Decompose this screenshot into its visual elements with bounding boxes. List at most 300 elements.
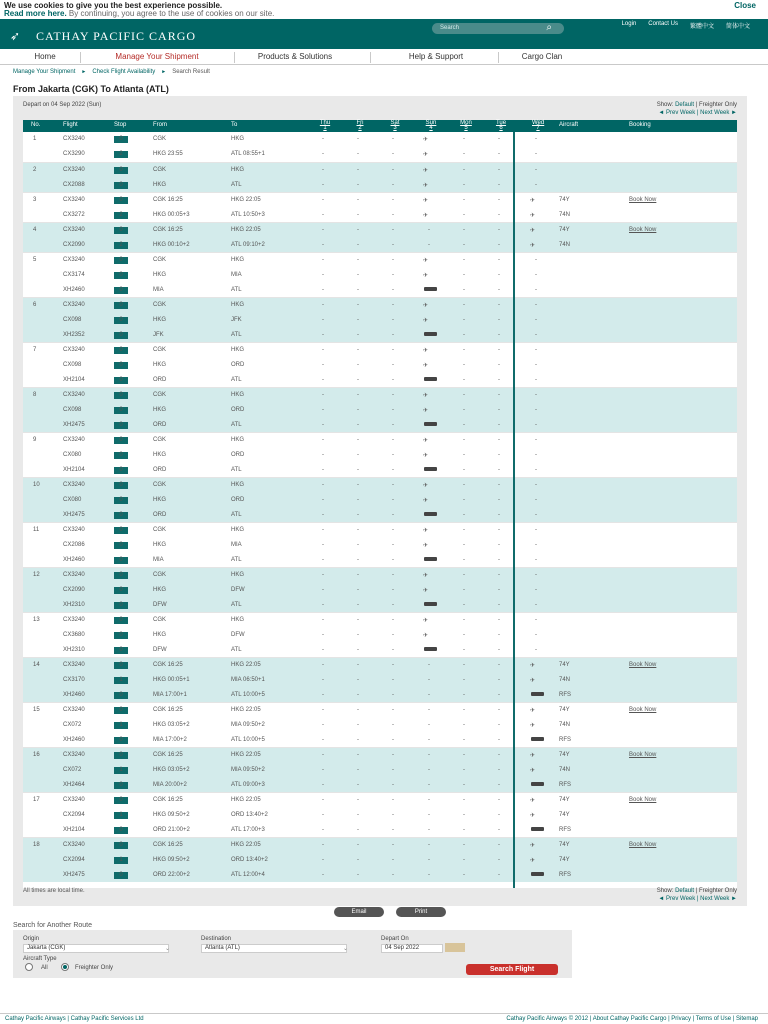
table-row xyxy=(23,448,737,463)
no-service-mark: - xyxy=(498,257,500,263)
nav-home[interactable]: Home xyxy=(34,52,56,61)
simplified-chinese-link[interactable]: 简体中文 xyxy=(725,24,750,30)
plane-icon: ✈ xyxy=(423,588,429,594)
book-now-link[interactable]: Book Now xyxy=(629,752,657,758)
no-service-mark: - xyxy=(498,692,500,698)
plane-icon: ✈ xyxy=(530,708,536,714)
calendar-icon[interactable] xyxy=(445,943,465,952)
no-service-mark: - xyxy=(392,242,394,248)
no-service-mark: - xyxy=(392,197,394,203)
no-service-mark: - xyxy=(392,377,394,383)
no-service-mark: - xyxy=(392,422,394,428)
no-service-mark: - xyxy=(322,872,324,878)
no-service-mark: - xyxy=(498,227,500,233)
search-icon[interactable]: ⌕ xyxy=(546,22,552,33)
origin-cell: CGK xyxy=(153,167,167,173)
origin-cell: CGK 16:25 xyxy=(153,197,183,203)
no-service-mark: - xyxy=(498,317,500,323)
aircraft-type: 74N xyxy=(559,767,571,773)
flight-number: CX3240 xyxy=(63,197,85,203)
origin-cell: HKG xyxy=(153,317,167,323)
breadcrumb-manage-shipment[interactable]: Manage Your Shipment xyxy=(13,69,76,75)
no-service-mark: - xyxy=(392,136,394,142)
no-service-mark: - xyxy=(357,827,359,833)
flight-number: CX2094 xyxy=(63,857,85,863)
flight-number: CX3680 xyxy=(63,632,85,638)
no-service-mark: - xyxy=(392,317,394,323)
no-service-mark: - xyxy=(322,647,324,653)
col-stop: Stop xyxy=(114,122,127,128)
stop-badge: 0 xyxy=(114,542,128,549)
no-service-mark: - xyxy=(322,377,324,383)
prev-week-link[interactable]: Prev Week xyxy=(666,896,696,902)
plane-icon: ✈ xyxy=(423,152,429,158)
route-group xyxy=(23,477,737,522)
breadcrumb-check-availability[interactable]: Check Flight Availability xyxy=(92,69,156,75)
show-default-link[interactable]: Default xyxy=(675,102,695,108)
route-number: 17 xyxy=(33,797,40,803)
flight-number: CX3240 xyxy=(63,752,85,758)
no-service-mark: - xyxy=(322,272,324,278)
no-service-mark: - xyxy=(357,572,359,578)
destination-cell: ATL 10:00+5 xyxy=(231,737,265,743)
no-service-mark: - xyxy=(535,136,537,142)
origin-cell: CGK xyxy=(153,482,167,488)
stop-badge: 0 xyxy=(114,512,128,519)
destination-cell: MIA 09:50+2 xyxy=(231,767,265,773)
no-service-mark: - xyxy=(392,587,394,593)
no-service-mark: - xyxy=(463,797,465,803)
no-service-mark: - xyxy=(357,151,359,157)
no-service-mark: - xyxy=(498,467,500,473)
search-input[interactable] xyxy=(432,23,564,34)
no-service-mark: - xyxy=(463,497,465,503)
no-service-mark: - xyxy=(357,647,359,653)
stop-badge: 0 xyxy=(114,317,128,324)
day-name: Thu xyxy=(319,120,331,126)
no-service-mark: - xyxy=(322,812,324,818)
no-service-mark: - xyxy=(322,692,324,698)
table-row xyxy=(23,718,737,733)
search-flight-button[interactable]: Search Flight xyxy=(466,964,558,975)
traditional-chinese-link[interactable]: 繁體中文 xyxy=(689,24,714,30)
table-row xyxy=(23,553,737,568)
breadcrumb-current: Search Result xyxy=(172,69,210,75)
table-row xyxy=(23,478,737,493)
table-row xyxy=(23,433,737,448)
table-row xyxy=(23,132,737,147)
truck-icon xyxy=(531,692,544,696)
origin-cell: CGK xyxy=(153,302,167,308)
stop-badge: 0 xyxy=(114,587,128,594)
route-group xyxy=(23,522,737,567)
flight-number: XH2104 xyxy=(63,467,85,473)
no-service-mark: - xyxy=(463,587,465,593)
stop-badge: 0 xyxy=(114,377,128,384)
no-service-mark: - xyxy=(463,437,465,443)
stop-badge: 1 xyxy=(114,857,128,864)
plane-icon: ✈ xyxy=(530,198,536,204)
day-name: Fri xyxy=(356,120,364,126)
no-service-mark: - xyxy=(535,497,537,503)
no-service-mark: - xyxy=(498,392,500,398)
no-service-mark: - xyxy=(498,662,500,668)
no-service-mark: - xyxy=(498,647,500,653)
flight-number: CX3290 xyxy=(63,151,85,157)
radio-all[interactable] xyxy=(25,963,33,971)
stop-badge: 0 xyxy=(114,482,128,489)
table-row xyxy=(23,147,737,162)
table-row xyxy=(23,178,737,193)
no-service-mark: - xyxy=(357,467,359,473)
truck-icon xyxy=(424,512,437,516)
no-service-mark: - xyxy=(322,227,324,233)
no-service-mark: - xyxy=(357,797,359,803)
origin-cell: HKG 03:05+2 xyxy=(153,722,190,728)
site-footer xyxy=(0,1013,768,1024)
route-group xyxy=(23,387,737,432)
no-service-mark: - xyxy=(463,242,465,248)
origin-cell: HKG xyxy=(153,587,167,593)
col-from: From xyxy=(153,122,167,128)
destination-field[interactable]: Atlanta (ATL) xyxy=(201,944,347,953)
header-links xyxy=(622,21,750,30)
cookie-sub xyxy=(4,9,274,18)
no-service-mark: - xyxy=(322,197,324,203)
destination-cell: ATL 10:00+5 xyxy=(231,692,265,698)
origin-cell: ORD 22:00+2 xyxy=(153,872,190,878)
route-group xyxy=(23,252,737,297)
no-service-mark: - xyxy=(463,542,465,548)
no-service-mark: - xyxy=(357,542,359,548)
origin-cell: HKG xyxy=(153,452,167,458)
no-service-mark: - xyxy=(392,752,394,758)
destination-cell: ORD xyxy=(231,362,245,368)
aircraft-type: 74Y xyxy=(559,842,570,848)
col-day-3[interactable] xyxy=(425,121,437,131)
plane-icon: ✈ xyxy=(423,348,429,354)
no-service-mark: - xyxy=(322,167,324,173)
destination-cell: ATL xyxy=(231,467,242,473)
flight-number: CX3174 xyxy=(63,272,85,278)
footer-right-links[interactable]: Cathay Pacific Airways © 2012 | About Cathay Pacific Cargo | Privacy | Terms of Use | Sitemap xyxy=(506,1016,758,1022)
no-service-mark: - xyxy=(498,197,500,203)
col-day-4[interactable] xyxy=(460,121,472,131)
col-day-0[interactable] xyxy=(319,121,331,131)
no-service-mark: - xyxy=(322,347,324,353)
contact-us-link[interactable]: Contact Us xyxy=(648,21,678,27)
destination-cell: JFK xyxy=(231,317,242,323)
stop-badge: 0 xyxy=(114,362,128,369)
no-service-mark: - xyxy=(428,857,430,863)
origin-cell: CGK xyxy=(153,527,167,533)
no-service-mark: - xyxy=(463,151,465,157)
flight-number: XH2460 xyxy=(63,557,85,563)
no-service-mark: - xyxy=(392,407,394,413)
plane-icon: ✈ xyxy=(423,573,429,579)
col-day-1[interactable] xyxy=(354,121,366,131)
no-service-mark: - xyxy=(322,437,324,443)
plane-icon: ✈ xyxy=(423,498,429,504)
destination-cell: MIA 09:50+2 xyxy=(231,722,265,728)
nav-cargo-clan[interactable]: Cargo Clan xyxy=(521,52,563,61)
flight-number: CX080 xyxy=(63,452,82,458)
book-now-link[interactable]: Book Now xyxy=(629,842,657,848)
no-service-mark: - xyxy=(357,197,359,203)
origin-cell: HKG xyxy=(153,632,167,638)
no-service-mark: - xyxy=(357,392,359,398)
flight-number: XH2475 xyxy=(63,512,85,518)
no-service-mark: - xyxy=(498,527,500,533)
col-flight: Flight xyxy=(63,122,78,128)
no-service-mark: - xyxy=(463,287,465,293)
stop-badge: 1 xyxy=(114,722,128,729)
stop-badge: 0 xyxy=(114,752,128,759)
radio-freighter-only[interactable] xyxy=(61,963,69,971)
flight-number: XH2352 xyxy=(63,332,85,338)
no-service-mark: - xyxy=(357,752,359,758)
origin-cell: HKG 00:05+3 xyxy=(153,212,190,218)
origin-cell: CGK 16:25 xyxy=(153,842,183,848)
no-service-mark: - xyxy=(498,151,500,157)
table-row xyxy=(23,343,737,358)
show-freighter-link[interactable]: Freighter Only xyxy=(698,888,737,894)
route-number: 3 xyxy=(33,197,37,203)
no-service-mark: - xyxy=(498,136,500,142)
table-row xyxy=(23,583,737,598)
read-more-link[interactable]: Read more here. xyxy=(4,9,67,18)
no-service-mark: - xyxy=(392,797,394,803)
no-service-mark: - xyxy=(428,737,430,743)
no-service-mark: - xyxy=(535,317,537,323)
flight-number: CX2088 xyxy=(63,182,85,188)
no-service-mark: - xyxy=(463,167,465,173)
footer-left-links[interactable]: Cathay Pacific Airways | Cathay Pacific Services Ltd xyxy=(5,1016,144,1022)
destination-cell: ATL xyxy=(231,602,242,608)
route-group xyxy=(23,192,737,222)
no-service-mark: - xyxy=(498,587,500,593)
no-service-mark: - xyxy=(322,287,324,293)
nav-products-solutions[interactable]: Products & Solutions xyxy=(257,52,333,61)
stop-badge: 0 xyxy=(114,617,128,624)
day-number: 3 xyxy=(393,125,397,131)
plane-icon: ✈ xyxy=(423,137,429,143)
destination-cell: ATL xyxy=(231,377,242,383)
prev-week-link[interactable]: Prev Week xyxy=(666,110,696,116)
destination-cell: ORD xyxy=(231,497,245,503)
book-now-link[interactable]: Book Now xyxy=(629,662,657,668)
no-service-mark: - xyxy=(498,332,500,338)
chevron-down-icon[interactable]: ⌄ xyxy=(165,946,171,952)
no-service-mark: - xyxy=(498,632,500,638)
destination-label: Destination xyxy=(201,936,232,942)
book-now-link[interactable]: Book Now xyxy=(629,227,657,233)
no-service-mark: - xyxy=(498,782,500,788)
next-week-link[interactable]: Next Week xyxy=(700,110,730,116)
no-service-mark: - xyxy=(498,437,500,443)
no-service-mark: - xyxy=(357,437,359,443)
route-group xyxy=(23,432,737,477)
no-service-mark: - xyxy=(322,392,324,398)
no-service-mark: - xyxy=(535,437,537,443)
destination-cell: HKG xyxy=(231,572,245,578)
no-service-mark: - xyxy=(463,182,465,188)
table-row xyxy=(23,283,737,298)
book-now-link[interactable]: Book Now xyxy=(629,797,657,803)
no-service-mark: - xyxy=(392,392,394,398)
aircraft-type: 74N xyxy=(559,677,571,683)
route-group xyxy=(23,132,737,162)
aircraft-type: 74Y xyxy=(559,797,570,803)
no-service-mark: - xyxy=(392,872,394,878)
route-number: 13 xyxy=(33,617,40,623)
destination-cell: ATL xyxy=(231,647,242,653)
truck-icon xyxy=(424,332,437,336)
col-no: No. xyxy=(31,122,41,128)
flight-number: XH2460 xyxy=(63,287,85,293)
no-service-mark: - xyxy=(498,542,500,548)
destination-cell: HKG xyxy=(231,437,245,443)
nav-help-support[interactable]: Help & Support xyxy=(408,52,464,61)
stop-badge: 0 xyxy=(114,407,128,414)
col-day-6[interactable] xyxy=(532,121,544,131)
destination-cell: ATL 17:00+3 xyxy=(231,827,265,833)
nav-manage-shipment[interactable]: Manage Your Shipment xyxy=(115,52,199,61)
stop-badge: 0 xyxy=(114,347,128,354)
destination-cell: ATL 09:10+2 xyxy=(231,242,265,248)
book-now-link[interactable]: Book Now xyxy=(629,707,657,713)
no-service-mark: - xyxy=(357,272,359,278)
no-service-mark: - xyxy=(463,707,465,713)
flight-table xyxy=(23,120,737,888)
no-service-mark: - xyxy=(535,587,537,593)
book-now-link[interactable]: Book Now xyxy=(629,197,657,203)
destination-cell: HKG xyxy=(231,527,245,533)
destination-cell: MIA 06:50+1 xyxy=(231,677,265,683)
table-row xyxy=(23,523,737,538)
destination-cell: ORD xyxy=(231,407,245,413)
no-service-mark: - xyxy=(498,722,500,728)
no-service-mark: - xyxy=(392,827,394,833)
cookie-close-button[interactable]: Close xyxy=(734,1,756,10)
stop-badge: 0 xyxy=(114,647,128,654)
truck-icon xyxy=(531,827,544,831)
destination-cell: MIA xyxy=(231,542,242,548)
email-button[interactable]: Email xyxy=(334,907,384,917)
destination-cell: ORD xyxy=(231,452,245,458)
logo-text: CATHAY PACIFIC CARGO xyxy=(36,29,197,43)
no-service-mark: - xyxy=(428,662,430,668)
no-service-mark: - xyxy=(357,287,359,293)
plane-icon: ✈ xyxy=(530,768,536,774)
no-service-mark: - xyxy=(322,497,324,503)
no-service-mark: - xyxy=(357,527,359,533)
table-row xyxy=(23,223,737,238)
no-service-mark: - xyxy=(463,827,465,833)
aircraft-type: 74Y xyxy=(559,662,570,668)
depart-date-field[interactable]: 04 Sep 2022 xyxy=(381,944,443,953)
no-service-mark: - xyxy=(535,377,537,383)
table-row xyxy=(23,418,737,433)
col-day-2[interactable] xyxy=(389,121,401,131)
no-service-mark: - xyxy=(357,182,359,188)
no-service-mark: - xyxy=(392,182,394,188)
show-label: Show: xyxy=(656,888,674,894)
destination-cell: HKG 22:05 xyxy=(231,197,261,203)
logo[interactable] xyxy=(10,28,270,42)
table-row xyxy=(23,793,737,808)
no-service-mark: - xyxy=(322,842,324,848)
login-link[interactable]: Login xyxy=(621,21,637,27)
no-service-mark: - xyxy=(463,812,465,818)
next-week-link[interactable]: Next Week xyxy=(700,896,730,902)
truck-icon xyxy=(531,782,544,786)
day-number: 1 xyxy=(323,125,327,131)
no-service-mark: - xyxy=(357,497,359,503)
table-row xyxy=(23,328,737,343)
print-button[interactable]: Print xyxy=(396,907,446,917)
no-service-mark: - xyxy=(498,362,500,368)
no-service-mark: - xyxy=(322,677,324,683)
col-day-5[interactable] xyxy=(495,121,507,131)
no-service-mark: - xyxy=(392,842,394,848)
aircraft-type: RFS xyxy=(559,872,571,878)
no-service-mark: - xyxy=(428,812,430,818)
flight-number: CX3240 xyxy=(63,662,85,668)
stop-badge: 0 xyxy=(114,602,128,609)
no-service-mark: - xyxy=(322,467,324,473)
no-service-mark: - xyxy=(463,677,465,683)
no-service-mark: - xyxy=(463,557,465,563)
stop-badge: 0 xyxy=(114,497,128,504)
no-service-mark: - xyxy=(498,302,500,308)
no-service-mark: - xyxy=(498,407,500,413)
no-service-mark: - xyxy=(357,407,359,413)
local-times-note: All times are local time. xyxy=(23,888,85,894)
table-row xyxy=(23,853,737,868)
plane-icon: ✈ xyxy=(530,723,536,729)
flight-number: XH2310 xyxy=(63,647,85,653)
no-service-mark: - xyxy=(535,422,537,428)
table-row xyxy=(23,673,737,688)
flight-number: CX3240 xyxy=(63,482,85,488)
no-service-mark: - xyxy=(463,422,465,428)
route-group xyxy=(23,837,737,882)
no-service-mark: - xyxy=(357,377,359,383)
origin-cell: HKG 00:10+2 xyxy=(153,242,190,248)
table-row xyxy=(23,658,737,673)
no-service-mark: - xyxy=(463,857,465,863)
day-name: Sat xyxy=(390,120,400,126)
origin-cell: CGK xyxy=(153,437,167,443)
no-service-mark: - xyxy=(357,362,359,368)
route-number: 8 xyxy=(33,392,37,398)
stop-badge: 0 xyxy=(114,392,128,399)
table-row xyxy=(23,808,737,823)
chevron-down-icon[interactable]: ⌄ xyxy=(343,946,349,952)
table-row xyxy=(23,163,737,178)
show-freighter-link[interactable]: Freighter Only xyxy=(698,102,737,108)
origin-cell: HKG 23:55 xyxy=(153,151,183,157)
no-service-mark: - xyxy=(535,647,537,653)
no-service-mark: - xyxy=(392,737,394,743)
flight-number: XH2460 xyxy=(63,737,85,743)
aircraft-type: 74N xyxy=(559,212,571,218)
show-default-link[interactable]: Default xyxy=(675,888,695,894)
destination-cell: ATL 08:55+1 xyxy=(231,151,265,157)
origin-field[interactable]: Jakarta (CGK) xyxy=(23,944,169,953)
chevron-right-icon: ► xyxy=(81,69,87,75)
